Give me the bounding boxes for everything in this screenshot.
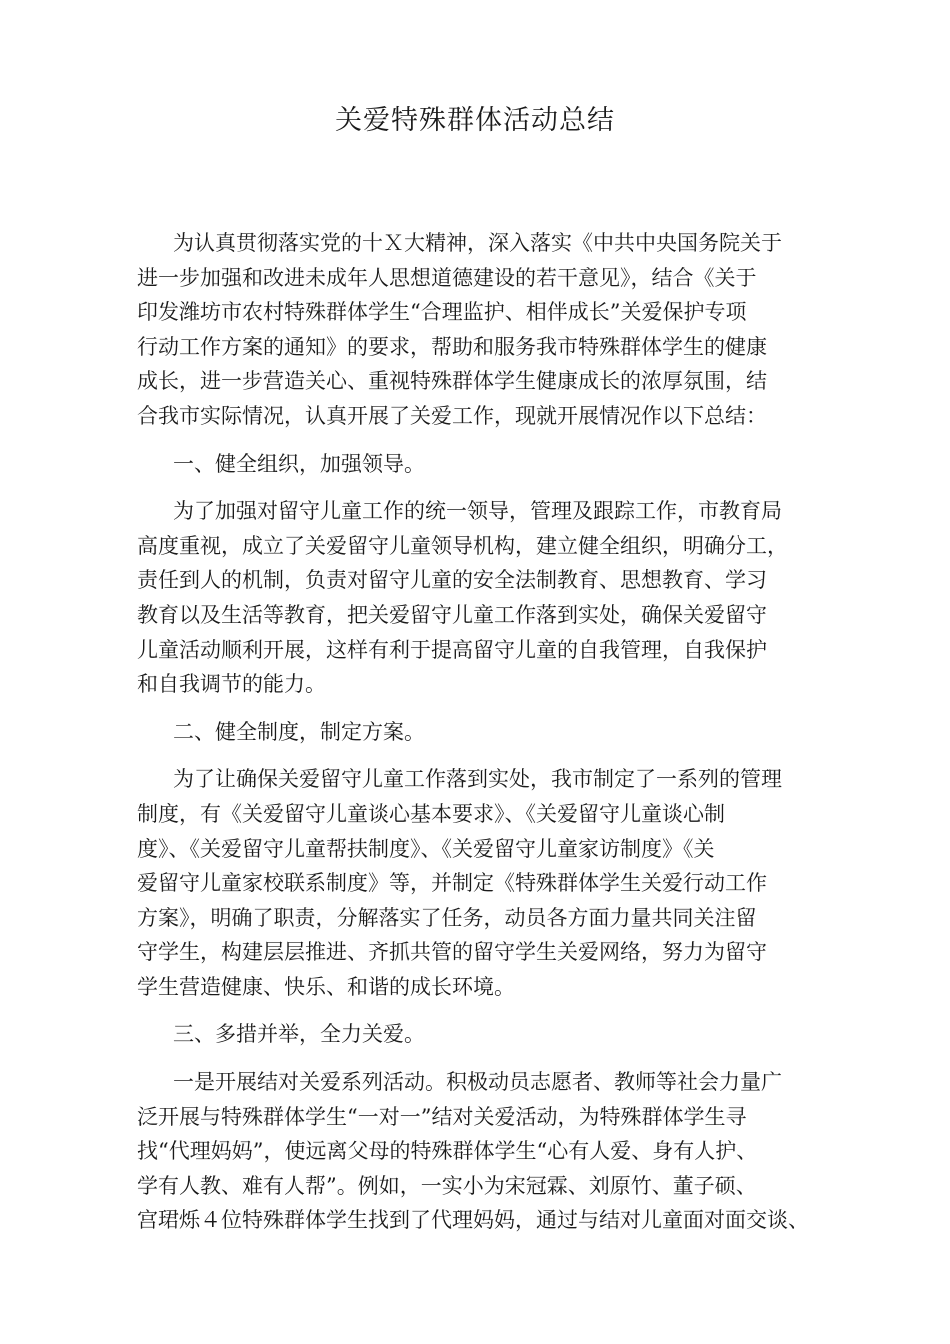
heading-text: 一、健全组织，加强领导。 (173, 451, 425, 476)
heading-text: 三、多措并举，全力关爱。 (173, 1022, 425, 1047)
text-line: 儿童活动顺利开展，这样有利于提高留守儿童的自我管理，自我保护 (137, 637, 767, 662)
text-line: 行动工作方案的通知》的要求，帮助和服务我市特殊群体学生的健康 (137, 334, 767, 359)
text-line: 制度，有《关爱留守儿童谈心基本要求》、《关爱留守儿童谈心制 (137, 801, 725, 826)
section-heading-2 (137, 715, 837, 750)
text-line: 学有人教、难有人帮”。例如，一实小为宋冠霖、刘原竹、董子硕、 (137, 1173, 757, 1198)
text-line: 印发潍坊市农村特殊群体学生“合理监护、相伴成长”关爱保护专项 (137, 300, 747, 325)
text-line: 责任到人的机制，负责对留守儿童的安全法制教育、思想教育、学习 (137, 568, 767, 593)
intro-paragraph (137, 226, 837, 434)
section-1-paragraph (137, 494, 837, 702)
text-line: 和自我调节的能力。 (137, 672, 326, 697)
section-2-paragraph (137, 762, 837, 1004)
text-line: 成长，进一步营造关心、重视特殊群体学生健康成长的浓厚氛围，结 (137, 369, 767, 394)
text-line: 为了让确保关爱留守儿童工作落到实处，我市制定了一系列的管理 (173, 767, 782, 792)
text-line: 教育以及生活等教育，把关爱留守儿童工作落到实处，确保关爱留守 (137, 602, 767, 627)
text-line: 方案》，明确了职责，分解落实了任务，动员各方面力量共同关注留 (137, 905, 757, 930)
document-title: 关爱特殊群体活动总结 (335, 105, 615, 136)
text-line: 进一步加强和改进未成年人思想道德建设的若干意见》，结合《关于 (137, 265, 757, 290)
text-line: 泛开展与特殊群体学生“一对一”结对关爱活动，为特殊群体学生寻 (137, 1104, 747, 1129)
text-line: 为了加强对留守儿童工作的统一领导，管理及跟踪工作，市教育局 (173, 499, 782, 524)
text-line: 学生营造健康、快乐、和谐的成长环境。 (137, 974, 515, 999)
text-line: 高度重视，成立了关爱留守儿童领导机构，建立健全组织，明确分工， (137, 533, 788, 558)
text-line: 度》、《关爱留守儿童帮扶制度》、《关爱留守儿童家访制度》《关 (137, 836, 715, 861)
text-line: 找“代理妈妈”，使远离父母的特殊群体学生“心有人爱、身有人护、 (137, 1139, 758, 1164)
text-line: 守学生，构建层层推进、齐抓共管的留守学生关爱网络，努力为留守 (137, 940, 767, 965)
heading-text: 二、健全制度，制定方案。 (173, 719, 425, 744)
text-line: 为认真贯彻落实党的十Ｘ大精神，深入落实《中共中央国务院关于 (173, 231, 782, 255)
text-line: 合我市实际情况，认真开展了关爱工作，现就开展情况作以下总结： (137, 403, 767, 428)
text-line: 宫珺烁４位特殊群体学生找到了代理妈妈，通过与结对儿童面对面交谈、 (137, 1208, 809, 1233)
section-heading-3 (137, 1017, 837, 1052)
section-heading-1 (137, 447, 837, 482)
document-body (137, 226, 837, 1251)
section-3-paragraph (137, 1065, 837, 1238)
text-line: 爱留守儿童家校联系制度》等，并制定《特殊群体学生关爱行动工作 (137, 871, 767, 896)
text-line: 一是开展结对关爱系列活动。积极动员志愿者、教师等社会力量广 (173, 1070, 782, 1095)
